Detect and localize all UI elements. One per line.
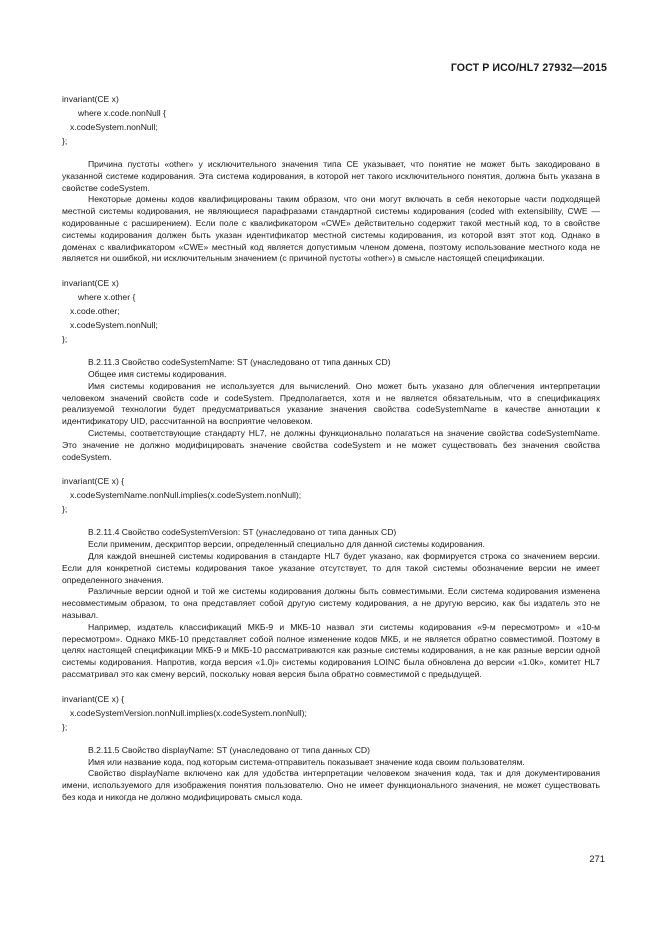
code-line: x.codeSystem.nonNull; xyxy=(70,320,158,331)
section-heading: B.2.11.3 Свойство codeSystemName: ST (унаследовано от типа данных CD) xyxy=(88,357,391,368)
code-line: }; xyxy=(62,334,68,345)
section-heading: B.2.11.4 Свойство codeSystemVersion: ST (унаследовано от типа данных CD) xyxy=(88,527,397,538)
paragraph: Для каждой внешней системы кодирования в стандарте HL7 будет указано, как формируется строка со значением версии. Если для конкретной системы кодирования такое указание отсутствует, то для такой системы обозначение версии не имеет определенного значения. xyxy=(62,550,600,585)
paragraph: Имя системы кодирования не используется для вычислений. Оно может быть указано для облегчения интерпретации человеком значений свойств code и codeSystem. Предполагается, хотя и не является обязательным, что в спецификациях реализуемой технологии будет предусматриваться указание значения свойства codeSystemName в качестве аннотации к идентификатору UID, рассчитанной на восприятие человеком. xyxy=(62,380,600,427)
code-line: x.codeSystemVersion.nonNull.implies(x.codeSystem.nonNull); xyxy=(70,707,307,718)
paragraph: Свойство displayName включено как для удобства интерпретации человеком значения кода, так и для документирования имени, используемого для изображения понятия пользователю. Оно не имеет функционального значения, не может существовать без кода и никогда не должно модифицировать смысл кода. xyxy=(62,768,600,802)
code-line: where x.other { xyxy=(78,292,136,303)
code-line: invariant(CE x) { xyxy=(62,476,125,487)
code-block-3 xyxy=(62,474,600,516)
code-line: where x.code.nonNull { xyxy=(78,108,166,118)
code-line: invariant(CE x) xyxy=(62,278,119,289)
standard-title: ГОСТ Р ИСО/HL7 27932—2015 xyxy=(450,62,607,74)
paragraph: Системы, соответствующие стандарту HL7, не должны функционально полагаться на значение свойства codeSystemName. Это значение не должно модифицировать значение свойства codeSystem и не может существовать без значения свойства codeSystem. xyxy=(62,427,600,462)
paragraph: Некоторые домены кодов квалифицированы таким образом, что они могут включать в себя некоторые части подходящей местной системы кодирования, не являющиеся парафразами стандартной системы кодирования (coded with extensibility, CWE — кодированные с расширением). Если поле с квалификатором «CWE» действительно содержит такой местный код, то в свойстве системы кодирования должен быть указан идентификатор местной системы кодирования, из которой взят этот код. Однако в доменах с квалификатором «CWE» местный код является допустимым членом домена, поэтому использование местного кода не является ни ошибкой, ни исключительным значением (с причиной пустоты «other») в смысле настоящей спецификации. xyxy=(62,194,600,264)
code-line: x.codeSystem.nonNull; xyxy=(70,122,158,132)
page-number: 271 xyxy=(589,853,605,864)
paragraph: Причина пустоты «other» у исключительного значения типа CE указывает, что понятие не может быть закодировано в указанной системе кодирования. Эта система кодирования, в которой нет такого исключительного понятия, должна быть указана в свойстве codeSystem. xyxy=(62,159,600,193)
section-lead: Если применим, дескриптор версии, определенный специально для данной системы кодирования. xyxy=(88,539,485,550)
code-line: }; xyxy=(62,136,68,146)
code-block-2 xyxy=(62,276,600,346)
section-heading: B.2.11.5 Свойство displayName: ST (унаследовано от типа данных CD) xyxy=(88,744,370,755)
code-line: invariant(CE x) xyxy=(62,94,119,104)
code-line: }; xyxy=(62,721,68,732)
code-block-4 xyxy=(62,692,600,734)
code-line: invariant(CE x) { xyxy=(62,693,125,704)
paragraph: Например, издатель классификаций МКБ-9 и МКБ-10 назвал эти системы кодирования «9-м пересмотром» и «10-м пересмотром». Однако МКБ-10 представляет собой полное изменение кодов МКБ, и не является обратно совместимой. Поэтому в целях настоящей спецификации МКБ-9 и МКБ-10 рассматриваются как разные системы кодирования, а не как разные версии одной системы кодирования. Напротив, когда версия «1.0j» системы кодирования LOINC была обновлена до версии «1.0k», комитет HL7 рассматривал это как смену версий, поскольку новая версия была обратно совместимой с предыдущей. xyxy=(62,621,600,679)
code-block-1 xyxy=(62,92,600,148)
code-line: x.code.other; xyxy=(70,306,120,317)
code-line: x.codeSystemName.nonNull.implies(x.codeSystem.nonNull); xyxy=(70,490,302,501)
paragraph: Различные версии одной и той же системы кодирования должны быть совместимыми. Если система кодирования изменена несовместимым образом, то она представляет собой другую систему кодирования, а не другую версию, как бы издатель это не называл. xyxy=(62,586,600,620)
section-lead: Общее имя системы кодирования. xyxy=(88,368,227,379)
section-lead: Имя или название кода, под которым система-отправитель показывает значение кода своим пользователям. xyxy=(88,756,525,767)
code-line: }; xyxy=(62,504,68,515)
page-content xyxy=(62,92,600,804)
